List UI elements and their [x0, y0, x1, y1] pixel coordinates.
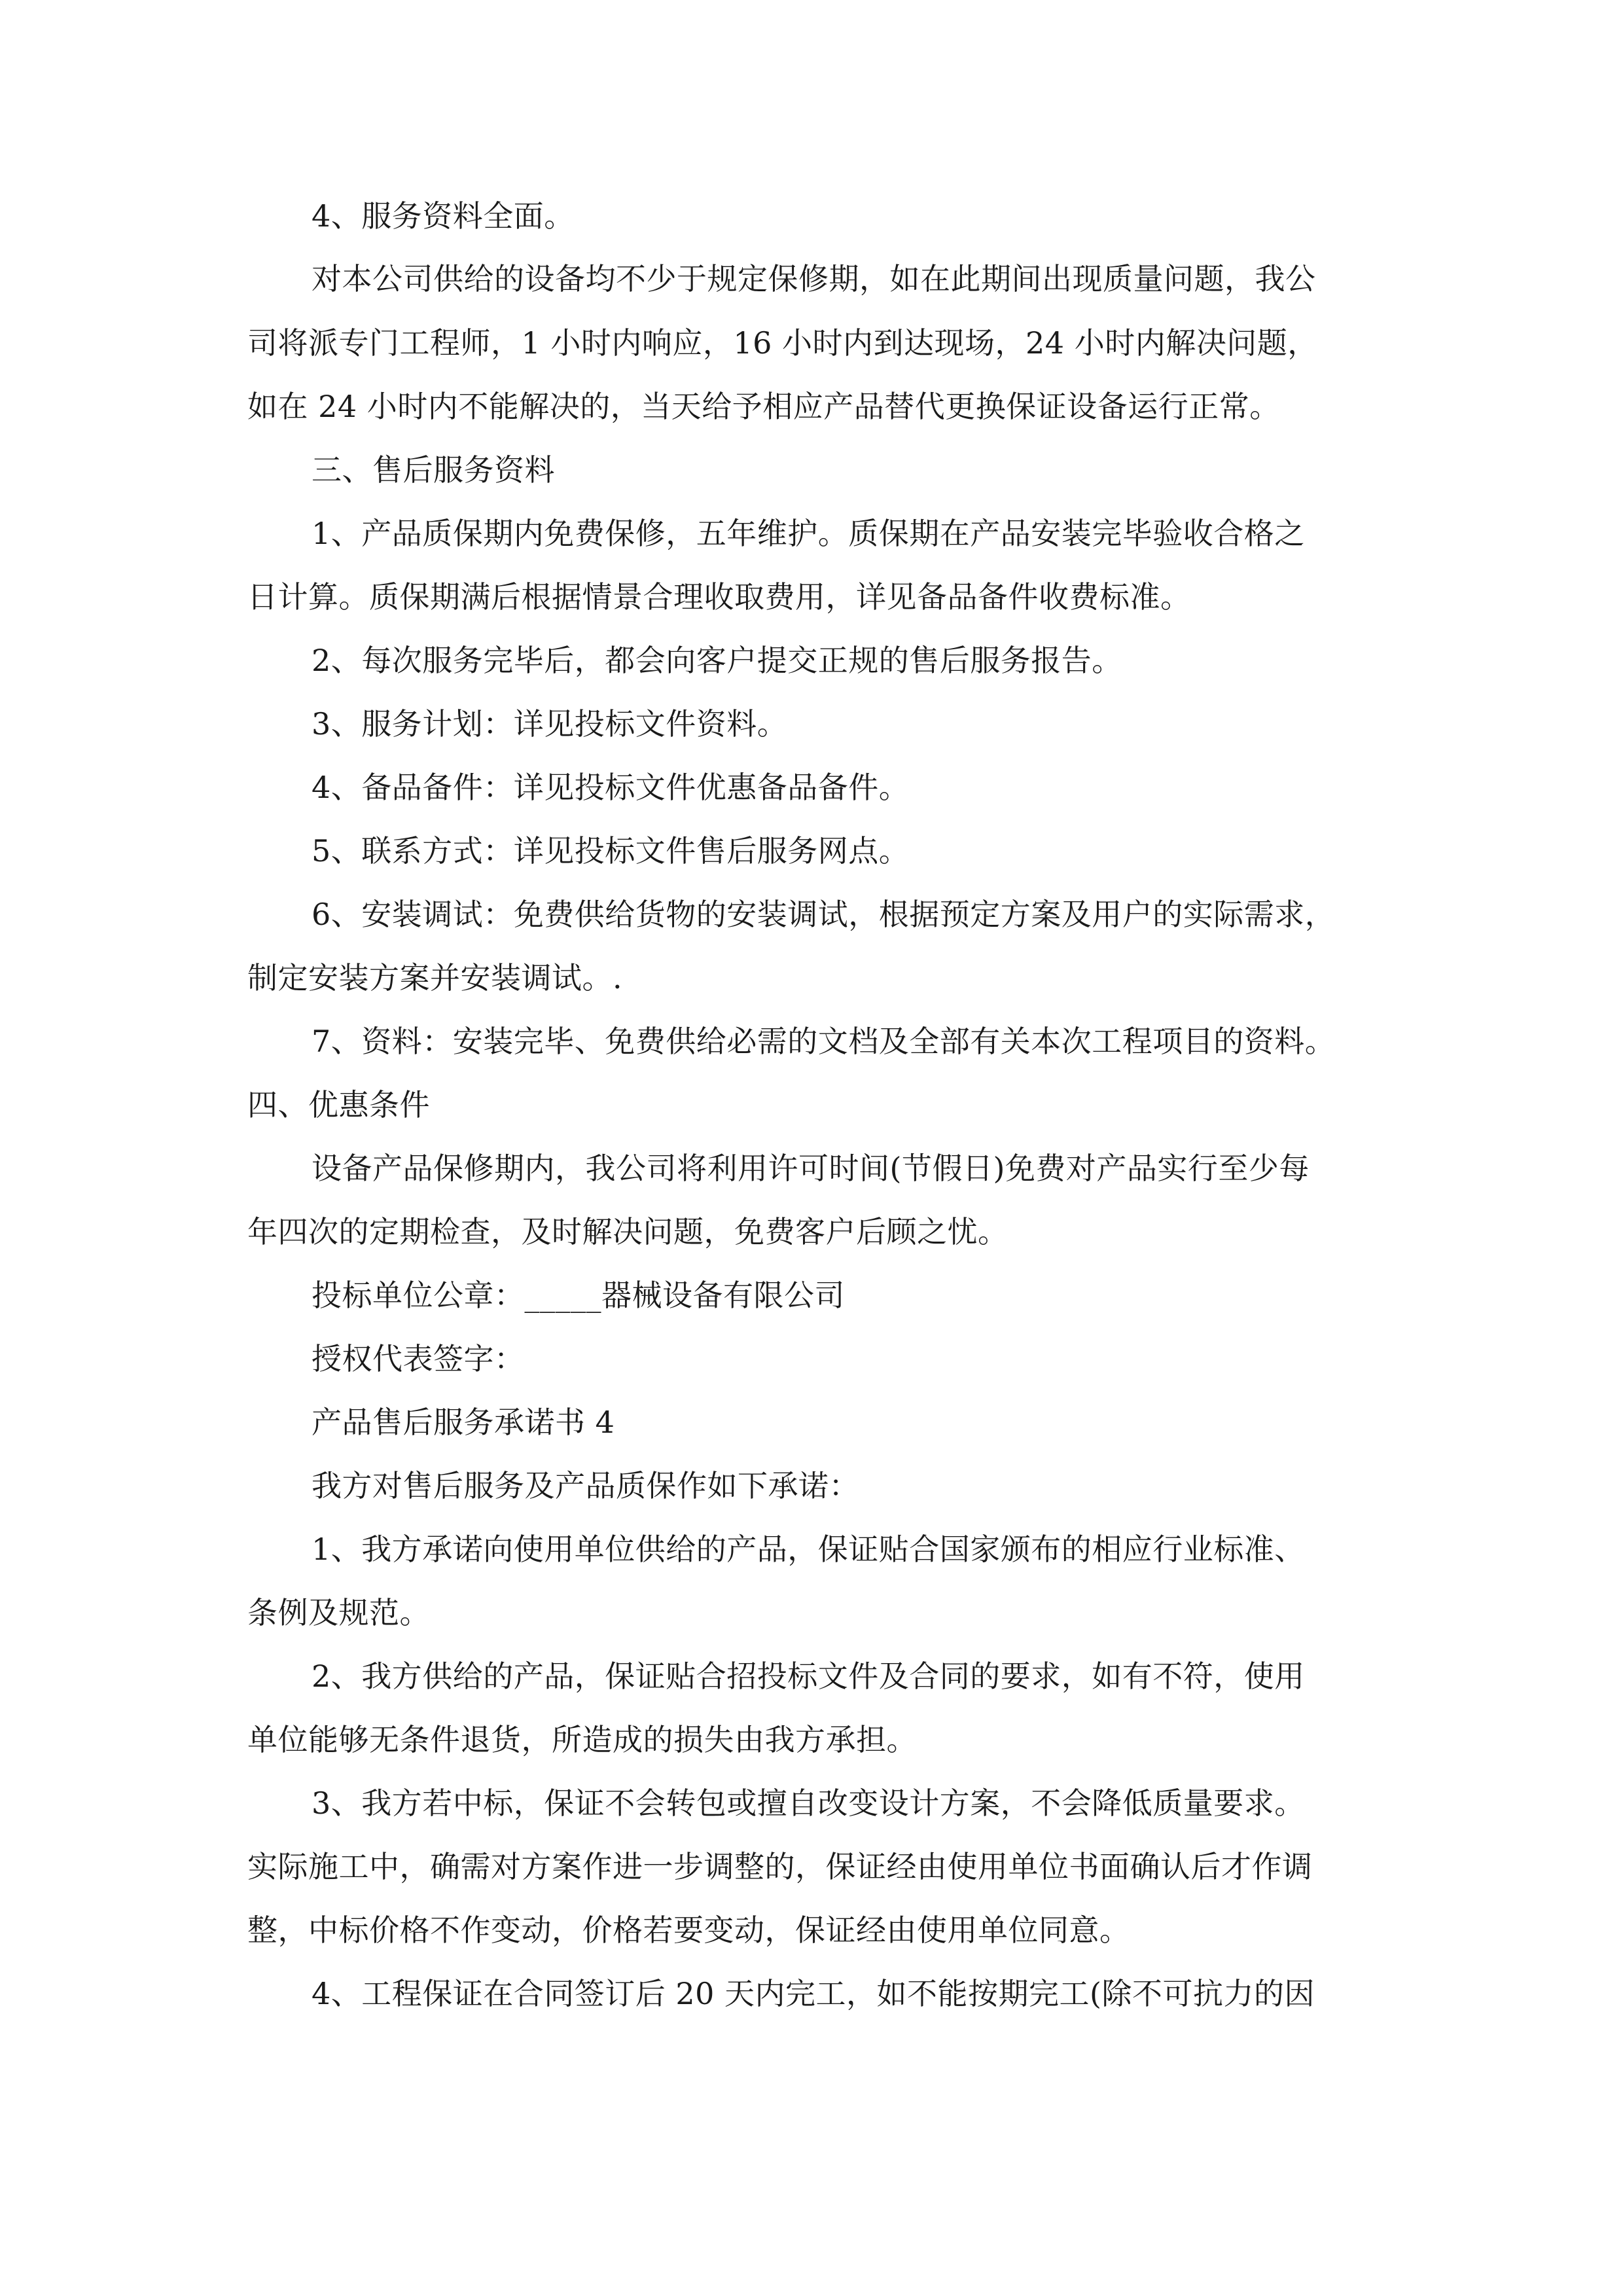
section-heading: 四、优惠条件: [247, 1087, 430, 1122]
text-line: 设备产品保修期内，我公司将利用许可时间(节假日)免费对产品实行至少每: [312, 1151, 1310, 1186]
text-line: 实际施工中，确需对方案作进一步调整的，保证经由使用单位书面确认后才作调: [247, 1849, 1313, 1884]
signature-line: 授权代表签字：: [312, 1341, 525, 1376]
text-line: 3、服务计划：详见投标文件资料。: [312, 706, 788, 742]
text-line: 1、产品质保期内免费保修，五年维护。质保期在产品安装完毕验收合格之: [312, 516, 1305, 551]
text-line: 6、安装调试：免费供给货物的安装调试，根据预定方案及用户的实际需求，: [312, 897, 1336, 932]
text-line: 3、我方若中标，保证不会转包或擅自改变设计方案，不会降低质量要求。: [312, 1785, 1305, 1821]
text-line: 制定安装方案并安装调试。.: [247, 960, 623, 996]
text-line: 4、服务资料全面。: [312, 198, 575, 234]
text-line: 三、售后服务资料: [312, 452, 555, 488]
text-line: 5、联系方式：详见投标文件售后服务网点。: [312, 833, 910, 869]
text-line: 单位能够无条件退货，所造成的损失由我方承担。: [247, 1722, 917, 1757]
text-line: 日计算。质保期满后根据情景合理收取费用，详见备品备件收费标准。: [247, 579, 1191, 615]
text-line: 司将派专门工程师，1 小时内响应，16 小时内到达现场，24 小时内解决问题，: [247, 325, 1318, 361]
text-line: 2、每次服务完毕后，都会向客户提交正规的售后服务报告。: [312, 643, 1122, 678]
seal-line: 投标单位公章：_____器械设备有限公司: [312, 1278, 845, 1313]
text-line: 4、工程保证在合同签订后 20 天内完工，如不能按期完工(除不可抗力的因: [312, 1976, 1315, 2011]
text-line: 我方对售后服务及产品质保作如下承诺：: [312, 1468, 859, 1503]
text-line: 条例及规范。: [247, 1595, 430, 1630]
text-line: 4、备品备件：详见投标文件优惠备品备件。: [312, 770, 910, 805]
text-line: 如在 24 小时内不能解决的，当天给予相应产品替代更换保证设备运行正常。: [247, 389, 1280, 424]
text-line: 年四次的定期检查，及时解决问题，免费客户后顾之忧。: [247, 1214, 1008, 1249]
document-subtitle: 产品售后服务承诺书 4: [312, 1405, 615, 1440]
text-line: 整，中标价格不作变动，价格若要变动，保证经由使用单位同意。: [247, 1912, 1130, 1948]
text-line: 7、资料：安装完毕、免费供给必需的文档及全部有关本次工程项目的资料。: [312, 1024, 1336, 1059]
text-line: 2、我方供给的产品，保证贴合招投标文件及合同的要求，如有不符，使用: [312, 1659, 1305, 1694]
text-line: 对本公司供给的设备均不少于规定保修期，如在此期间出现质量问题，我公: [312, 261, 1316, 296]
text-line: 1、我方承诺向使用单位供给的产品，保证贴合国家颁布的相应行业标准、: [312, 1532, 1305, 1567]
